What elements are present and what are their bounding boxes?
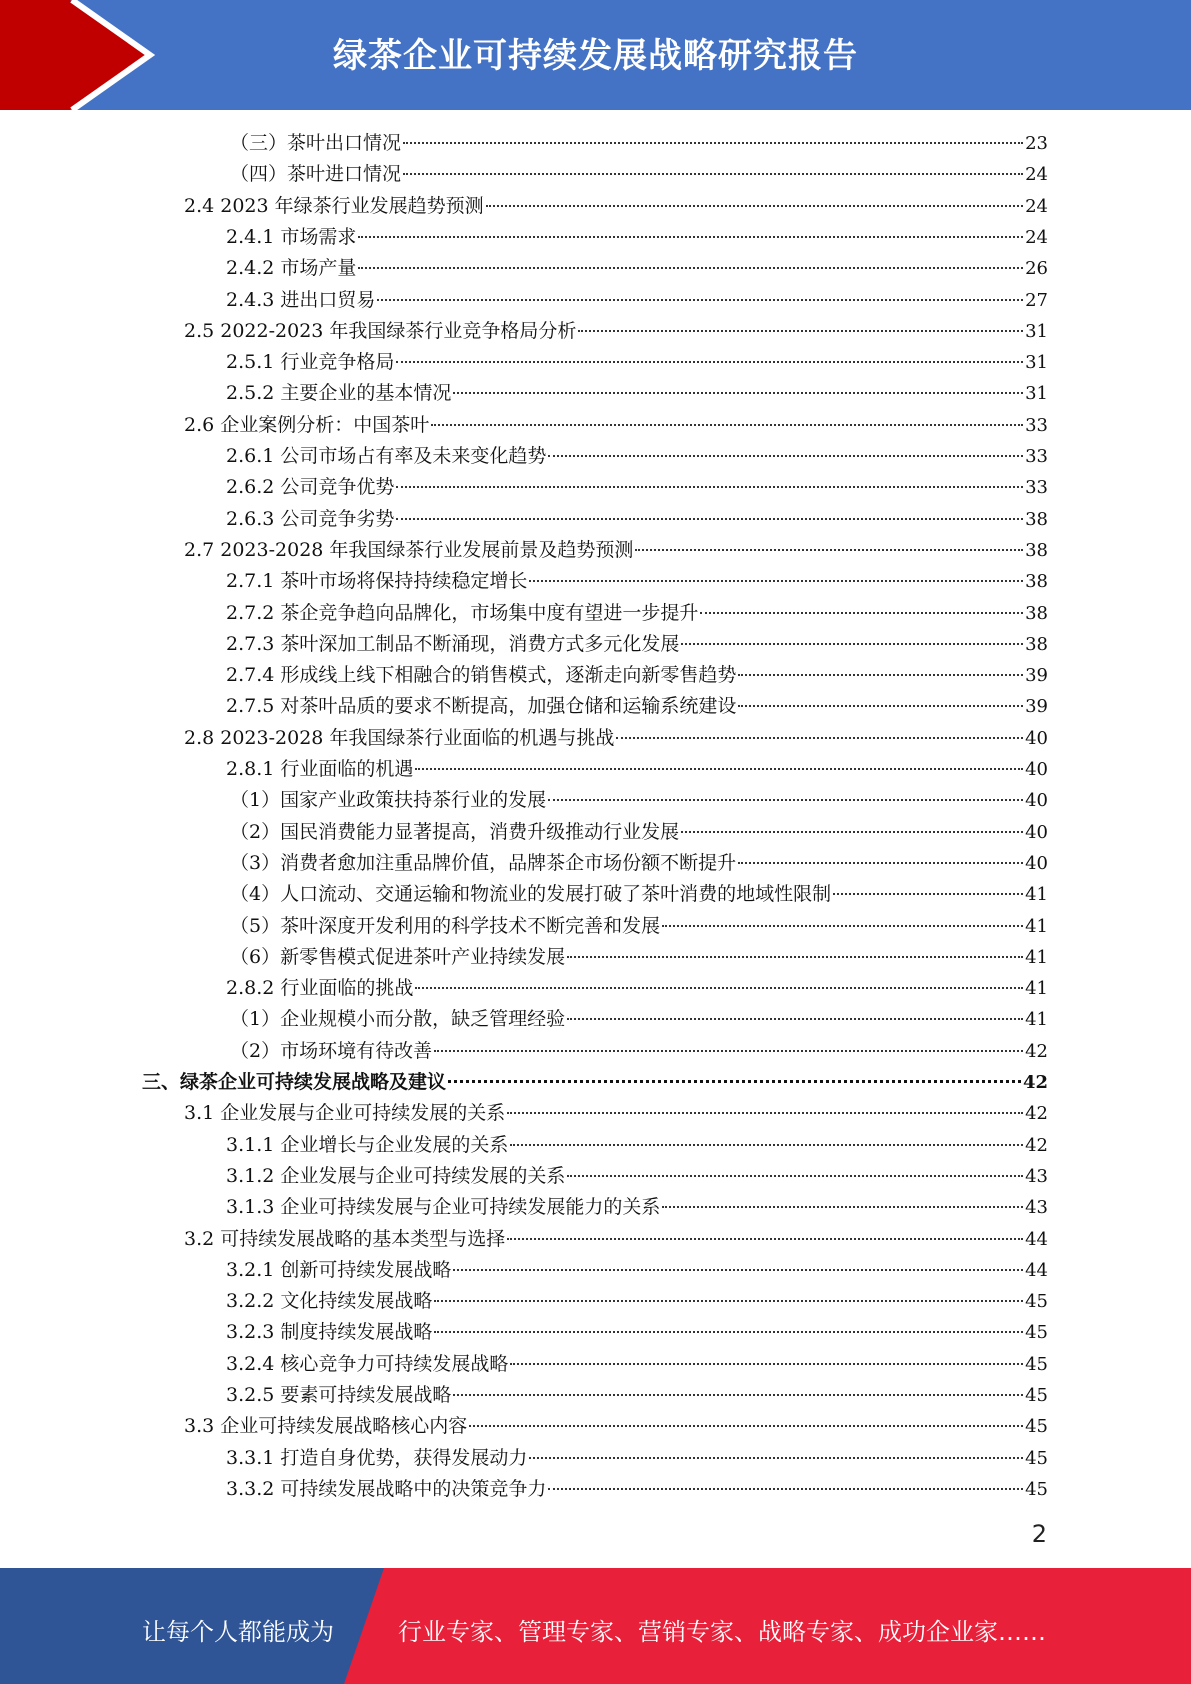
- toc-entry-title: （6）新零售模式促进茶叶产业持续发展: [230, 945, 566, 968]
- footer-slogan-left: 让每个人都能成为: [142, 1618, 334, 1646]
- toc-dot-leader: [662, 925, 1023, 927]
- toc-entry[interactable]: [226, 504, 1048, 535]
- toc-entry-page: 40: [1025, 790, 1048, 812]
- toc-entry-title: 2.6.1 公司市场占有率及未来变化趋势: [226, 445, 547, 467]
- toc-entry-title: （2）市场环境有待改善: [230, 1039, 433, 1062]
- toc-dot-leader: [510, 1363, 1023, 1365]
- toc-entry-page: 38: [1025, 602, 1048, 624]
- toc-entry[interactable]: [226, 441, 1048, 472]
- toc-entry[interactable]: [230, 879, 1048, 910]
- toc-dot-leader: [510, 1144, 1023, 1146]
- toc-entry-title: 2.8.2 行业面临的挑战: [226, 977, 414, 1000]
- toc-entry-title: （4）人口流动、交通运输和物流业的发展打破了茶叶消费的地域性限制: [230, 883, 832, 906]
- header-banner: [0, 0, 1191, 110]
- toc-entry-title: 2.6.2 公司竞争优势: [226, 476, 395, 499]
- toc-dot-leader: [567, 956, 1023, 958]
- toc-entry[interactable]: [226, 1286, 1048, 1317]
- toc-entry[interactable]: [184, 1224, 1048, 1255]
- toc-entry-title: 3.2.2 文化持续发展战略: [226, 1290, 433, 1313]
- toc-entry-page: 45: [1025, 1416, 1048, 1438]
- toc-dot-leader: [415, 768, 1023, 770]
- toc-dot-leader: [507, 1238, 1023, 1240]
- toc-entry[interactable]: [226, 1317, 1048, 1348]
- toc-entry-title: 2.4.3 进出口贸易: [226, 288, 376, 311]
- toc-entry-page: 38: [1025, 571, 1048, 593]
- toc-entry-title: 3.3.2 可持续发展战略中的决策竞争力: [226, 1477, 547, 1500]
- toc-entry[interactable]: [226, 378, 1048, 409]
- toc-entry-title: 3.1 企业发展与企业可持续发展的关系: [184, 1102, 506, 1125]
- toc-entry[interactable]: [226, 691, 1048, 722]
- toc-entry[interactable]: [184, 1411, 1048, 1442]
- toc-entry-page: 41: [1025, 946, 1048, 968]
- toc-entry-page: 40: [1025, 852, 1048, 874]
- toc-dot-leader: [529, 580, 1023, 582]
- toc-entry[interactable]: [230, 1004, 1048, 1035]
- toc-dot-leader: [507, 1112, 1023, 1114]
- toc-entry-page: 40: [1025, 727, 1048, 749]
- toc-entry[interactable]: [184, 191, 1048, 222]
- toc-entry-title: 2.4.1 市场需求: [226, 225, 357, 248]
- toc-entry[interactable]: [226, 222, 1048, 253]
- toc-entry-title: 2.7.1 茶叶市场将保持持续稳定增长: [226, 570, 528, 593]
- toc-entry[interactable]: [184, 535, 1048, 566]
- toc-entry-title: （三）茶叶出口情况: [230, 132, 402, 154]
- toc-entry[interactable]: [226, 1161, 1048, 1192]
- toc-dot-leader: [833, 893, 1023, 895]
- toc-entry[interactable]: [230, 817, 1048, 848]
- toc-dot-leader: [434, 1050, 1023, 1052]
- toc-entry-page: 33: [1025, 414, 1048, 436]
- toc-dot-leader: [738, 705, 1023, 707]
- toc-entry[interactable]: [230, 911, 1048, 942]
- toc-entry-title: 2.6.3 公司竞争劣势: [226, 507, 395, 530]
- toc-entry[interactable]: [226, 347, 1048, 378]
- toc-entry-title: 2.5.2 主要企业的基本情况: [226, 382, 452, 405]
- toc-dot-leader: [453, 392, 1023, 394]
- toc-dot-leader: [431, 424, 1023, 426]
- toc-entry-page: 40: [1025, 759, 1048, 780]
- toc-dot-leader: [453, 1269, 1023, 1271]
- toc-dot-leader: [469, 1425, 1023, 1427]
- toc-entry-title: 2.7.4 形成线上线下相融合的销售模式，逐渐走向新零售趋势: [226, 664, 737, 687]
- toc-entry[interactable]: [184, 410, 1048, 441]
- report-title: 绿茶企业可持续发展战略研究报告: [333, 36, 858, 76]
- toc-entry[interactable]: [226, 1380, 1048, 1411]
- toc-entry-page: 24: [1025, 195, 1048, 217]
- toc-dot-leader: [403, 173, 1023, 175]
- toc-dot-leader: [358, 236, 1023, 238]
- toc-entry-page: 45: [1025, 1322, 1048, 1344]
- toc-entry[interactable]: [226, 754, 1048, 785]
- toc-entry[interactable]: [226, 1474, 1048, 1505]
- toc-entry-page: 31: [1025, 352, 1048, 374]
- toc-dot-leader: [616, 737, 1023, 739]
- toc-dot-leader: [396, 486, 1023, 488]
- toc-entry-title: 3.3 企业可持续发展战略核心内容: [184, 1415, 468, 1438]
- toc-entry-title: 2.6 企业案例分析：中国茶叶: [184, 413, 430, 436]
- toc-entry-page: 45: [1025, 1291, 1048, 1313]
- toc-entry-page: 42: [1022, 1072, 1048, 1093]
- toc-entry[interactable]: [230, 159, 1048, 190]
- toc-dot-leader: [529, 1457, 1023, 1459]
- toc-entry-page: 24: [1025, 226, 1048, 248]
- toc-dot-leader: [578, 330, 1023, 332]
- toc-entry-title: 3.2.4 核心竞争力可持续发展战略: [226, 1352, 509, 1375]
- toc-entry-page: 45: [1025, 1447, 1048, 1469]
- toc-dot-leader: [681, 643, 1023, 645]
- toc-entry-page: 33: [1025, 477, 1048, 499]
- toc-dot-leader: [681, 831, 1023, 833]
- toc-dot-leader: [403, 142, 1023, 144]
- toc-entry-page: 39: [1025, 665, 1048, 687]
- footer-slogan-right: 行业专家、管理专家、营销专家、战略专家、成功企业家……: [398, 1618, 1046, 1646]
- toc-entry-title: （1）企业规模小而分散，缺乏管理经验: [230, 1008, 566, 1031]
- toc-entry[interactable]: [184, 316, 1048, 347]
- toc-entry-title: 3.1.3 企业可持续发展与企业可持续发展能力的关系: [226, 1196, 661, 1219]
- toc-entry[interactable]: [226, 285, 1048, 316]
- toc-entry-page: 41: [1025, 1009, 1048, 1031]
- toc-entry-page: 44: [1025, 1259, 1048, 1281]
- toc-entry[interactable]: [230, 942, 1048, 973]
- toc-entry[interactable]: [226, 973, 1048, 1004]
- toc-dot-leader: [700, 612, 1023, 614]
- toc-dot-leader: [448, 1080, 1021, 1083]
- toc-entry-title: 2.4 2023 年绿茶行业发展趋势预测: [184, 194, 484, 217]
- toc-entry-title: 3.2.3 制度持续发展战略: [226, 1321, 433, 1344]
- toc-entry-page: 45: [1025, 1353, 1048, 1375]
- toc-entry[interactable]: [226, 1443, 1048, 1474]
- toc-dot-leader: [415, 987, 1023, 989]
- toc-entry-title: 3.2 可持续发展战略的基本类型与选择: [184, 1227, 506, 1250]
- toc-dot-leader: [635, 549, 1023, 551]
- toc-dot-leader: [738, 674, 1023, 676]
- toc-dot-leader: [377, 299, 1023, 301]
- toc-entry[interactable]: [226, 566, 1048, 597]
- toc-entry[interactable]: [230, 128, 1048, 159]
- toc-entry[interactable]: [230, 848, 1048, 879]
- toc-entry-page: 24: [1025, 164, 1048, 186]
- toc-entry-title: 2.5.1 行业竞争格局: [226, 351, 395, 374]
- toc-entry-page: 40: [1025, 821, 1048, 843]
- toc-entry-title: 2.4.2 市场产量: [226, 257, 357, 280]
- toc-entry-page: 33: [1025, 446, 1048, 467]
- toc-entry-title: 2.5 2022-2023 年我国绿茶行业竞争格局分析: [184, 319, 577, 342]
- toc-entry-title: （3）消费者愈加注重品牌价值，品牌茶企市场份额不断提升: [230, 851, 737, 874]
- toc-entry-page: 41: [1025, 884, 1048, 906]
- toc-entry[interactable]: [226, 1349, 1048, 1380]
- toc-entry-title: （5）茶叶深度开发利用的科学技术不断完善和发展: [230, 914, 661, 937]
- page-number: 2: [1031, 1520, 1047, 1548]
- toc-entry[interactable]: [226, 629, 1048, 660]
- toc-entry[interactable]: [226, 598, 1048, 629]
- toc-entry-page: 43: [1025, 1165, 1048, 1187]
- toc-entry-page: 41: [1025, 915, 1048, 937]
- toc-entry-page: 38: [1025, 508, 1048, 530]
- toc-entry-title: 2.7.2 茶企竞争趋向品牌化，市场集中度有望进一步提升: [226, 601, 699, 624]
- toc-entry-title: 2.7 2023-2028 年我国绿茶行业发展前景及趋势预测: [184, 538, 634, 561]
- toc-dot-leader: [434, 1300, 1023, 1302]
- toc-dot-leader: [396, 518, 1023, 520]
- toc-entry-title: 2.7.5 对茶叶品质的要求不断提高，加强仓储和运输系统建设: [226, 695, 737, 718]
- toc-entry-title: （2）国民消费能力显著提高，消费升级推动行业发展: [230, 820, 680, 843]
- toc-entry-page: 39: [1025, 696, 1048, 718]
- toc-entry-page: 31: [1025, 320, 1048, 342]
- toc-dot-leader: [396, 361, 1023, 363]
- toc-entry[interactable]: [226, 1255, 1048, 1286]
- toc-entry-page: 43: [1025, 1197, 1048, 1219]
- toc-dot-leader: [548, 1488, 1023, 1490]
- toc-entry-title: 3.1.1 企业增长与企业发展的关系: [226, 1133, 509, 1156]
- toc-entry-title: 2.8 2023-2028 年我国绿茶行业面临的机遇与挑战: [184, 726, 615, 749]
- toc-dot-leader: [567, 1175, 1023, 1177]
- toc-entry[interactable]: [184, 1098, 1048, 1129]
- toc-entry[interactable]: [184, 723, 1048, 754]
- toc-entry[interactable]: [142, 1067, 1048, 1098]
- toc-entry-page: 42: [1025, 1103, 1048, 1125]
- toc-entry-page: 31: [1025, 383, 1048, 405]
- toc-dot-leader: [486, 205, 1023, 207]
- toc-entry[interactable]: [226, 472, 1048, 503]
- toc-entry[interactable]: [226, 1192, 1048, 1223]
- toc-dot-leader: [662, 1206, 1023, 1208]
- toc-entry-title: 3.3.1 打造自身优势，获得发展动力: [226, 1446, 528, 1469]
- toc-dot-leader: [358, 267, 1023, 269]
- toc-entry-page: 27: [1025, 289, 1048, 311]
- toc-entry-page: 26: [1025, 258, 1048, 280]
- toc-dot-leader: [548, 799, 1023, 801]
- toc-entry-page: 45: [1025, 1478, 1048, 1500]
- toc-entry-title: （1）国家产业政策扶持茶行业的发展: [230, 789, 547, 812]
- toc-dot-leader: [453, 1394, 1023, 1396]
- toc-entry-page: 38: [1025, 539, 1048, 561]
- toc-entry-title: 2.8.1 行业面临的机遇: [226, 758, 414, 780]
- toc-entry[interactable]: [226, 1130, 1048, 1161]
- toc-entry-title: 2.7.3 茶叶深加工制品不断涌现，消费方式多元化发展: [226, 632, 680, 655]
- toc-entry-page: 44: [1025, 1228, 1048, 1250]
- toc-entry-page: 45: [1025, 1385, 1048, 1406]
- toc-dot-leader: [738, 862, 1023, 864]
- toc-entry-page: 38: [1025, 633, 1048, 655]
- toc-entry-title: （四）茶叶进口情况: [230, 163, 402, 186]
- toc-entry[interactable]: [226, 660, 1048, 691]
- toc-entry-title: 三、绿茶企业可持续发展战略及建议: [142, 1071, 447, 1093]
- toc-entry[interactable]: [230, 785, 1048, 816]
- toc-entry-title: 3.2.1 创新可持续发展战略: [226, 1258, 452, 1281]
- toc-entry-page: 42: [1025, 1040, 1048, 1062]
- toc-entry[interactable]: [230, 1036, 1048, 1067]
- toc-entry-page: 23: [1025, 133, 1048, 154]
- toc-entry-title: 3.1.2 企业发展与企业可持续发展的关系: [226, 1164, 566, 1187]
- toc-dot-leader: [548, 455, 1023, 457]
- toc-entry-page: 42: [1025, 1134, 1048, 1156]
- footer-banner: [0, 1568, 1191, 1684]
- toc-entry-title: 3.2.5 要素可持续发展战略: [226, 1384, 452, 1406]
- toc-dot-leader: [434, 1331, 1023, 1333]
- toc-entry[interactable]: [226, 253, 1048, 284]
- toc-dot-leader: [567, 1018, 1023, 1020]
- toc-entry-page: 41: [1025, 978, 1048, 1000]
